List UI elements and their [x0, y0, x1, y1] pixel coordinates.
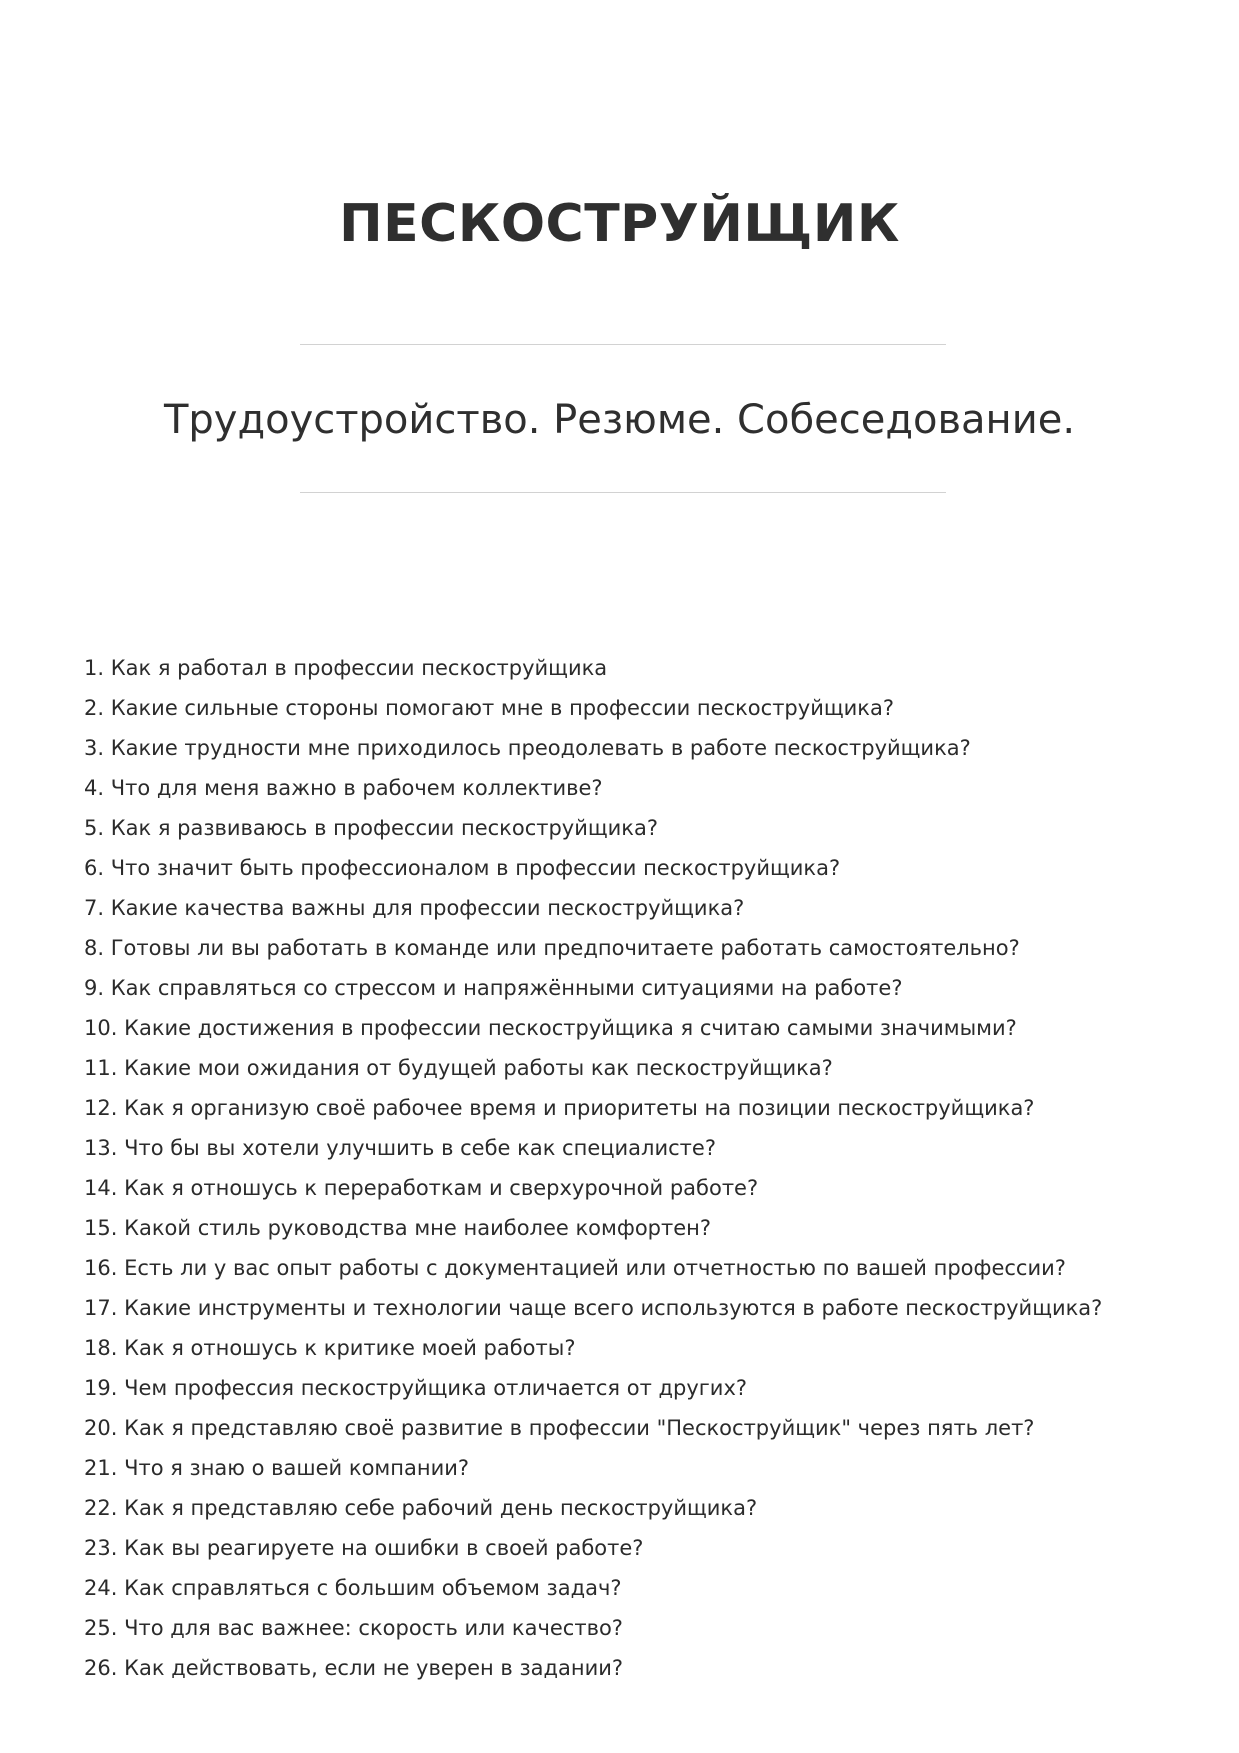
question-item: 1. Как я работал в профессии пескоструйщика: [84, 656, 608, 680]
question-item: 12. Как я организую своё рабочее время и приоритеты на позиции пескоструйщика?: [84, 1096, 1035, 1120]
question-item: 6. Что значит быть профессионалом в профессии пескоструйщика?: [84, 856, 841, 880]
question-item: 11. Какие мои ожидания от будущей работы как пескоструйщика?: [84, 1056, 833, 1080]
page-title: ПЕСКОСТРУЙЩИК: [339, 194, 900, 254]
question-item: 22. Как я представляю себе рабочий день пескоструйщика?: [84, 1496, 758, 1520]
question-item: 23. Как вы реагируете на ошибки в своей работе?: [84, 1536, 644, 1560]
question-item: 17. Какие инструменты и технологии чаще всего используются в работе пескоструйщика?: [84, 1296, 1103, 1320]
question-item: 16. Есть ли у вас опыт работы с документацией или отчетностью по вашей профессии?: [84, 1256, 1066, 1280]
question-item: 3. Какие трудности мне приходилось преодолевать в работе пескоструйщика?: [84, 736, 971, 760]
question-item: 8. Готовы ли вы работать в команде или предпочитаете работать самостоятельно?: [84, 936, 1020, 960]
question-item: 13. Что бы вы хотели улучшить в себе как специалисте?: [84, 1136, 716, 1160]
question-item: 21. Что я знаю о вашей компании?: [84, 1456, 470, 1480]
question-item: 4. Что для меня важно в рабочем коллективе?: [84, 776, 603, 800]
question-item: 2. Какие сильные стороны помогают мне в профессии пескоструйщика?: [84, 696, 894, 720]
question-item: 19. Чем профессия пескоструйщика отличается от других?: [84, 1376, 748, 1400]
title-divider: [300, 344, 946, 345]
question-item: 10. Какие достижения в профессии пескоструйщика я считаю самыми значимыми?: [84, 1016, 1017, 1040]
question-item: 25. Что для вас важнее: скорость или качество?: [84, 1616, 623, 1640]
question-item: 26. Как действовать, если не уверен в задании?: [84, 1656, 624, 1680]
question-item: 14. Как я отношусь к переработкам и сверхурочной работе?: [84, 1176, 759, 1200]
question-item: 9. Как справляться со стрессом и напряжёнными ситуациями на работе?: [84, 976, 903, 1000]
question-item: 24. Как справляться с большим объемом задач?: [84, 1576, 622, 1600]
subtitle-divider: [300, 492, 946, 493]
question-list: [84, 648, 1164, 1688]
question-item: 7. Какие качества важны для профессии пескоструйщика?: [84, 896, 745, 920]
page-subtitle: Трудоустройство. Резюме. Собеседование.: [163, 397, 1076, 443]
question-item: 5. Как я развиваюсь в профессии пескоструйщика?: [84, 816, 659, 840]
question-item: 15. Какой стиль руководства мне наиболее комфортен?: [84, 1216, 712, 1240]
question-item: 18. Как я отношусь к критике моей работы?: [84, 1336, 576, 1360]
question-item: 20. Как я представляю своё развитие в профессии "Пескоструйщик" через пять лет?: [84, 1416, 1035, 1440]
